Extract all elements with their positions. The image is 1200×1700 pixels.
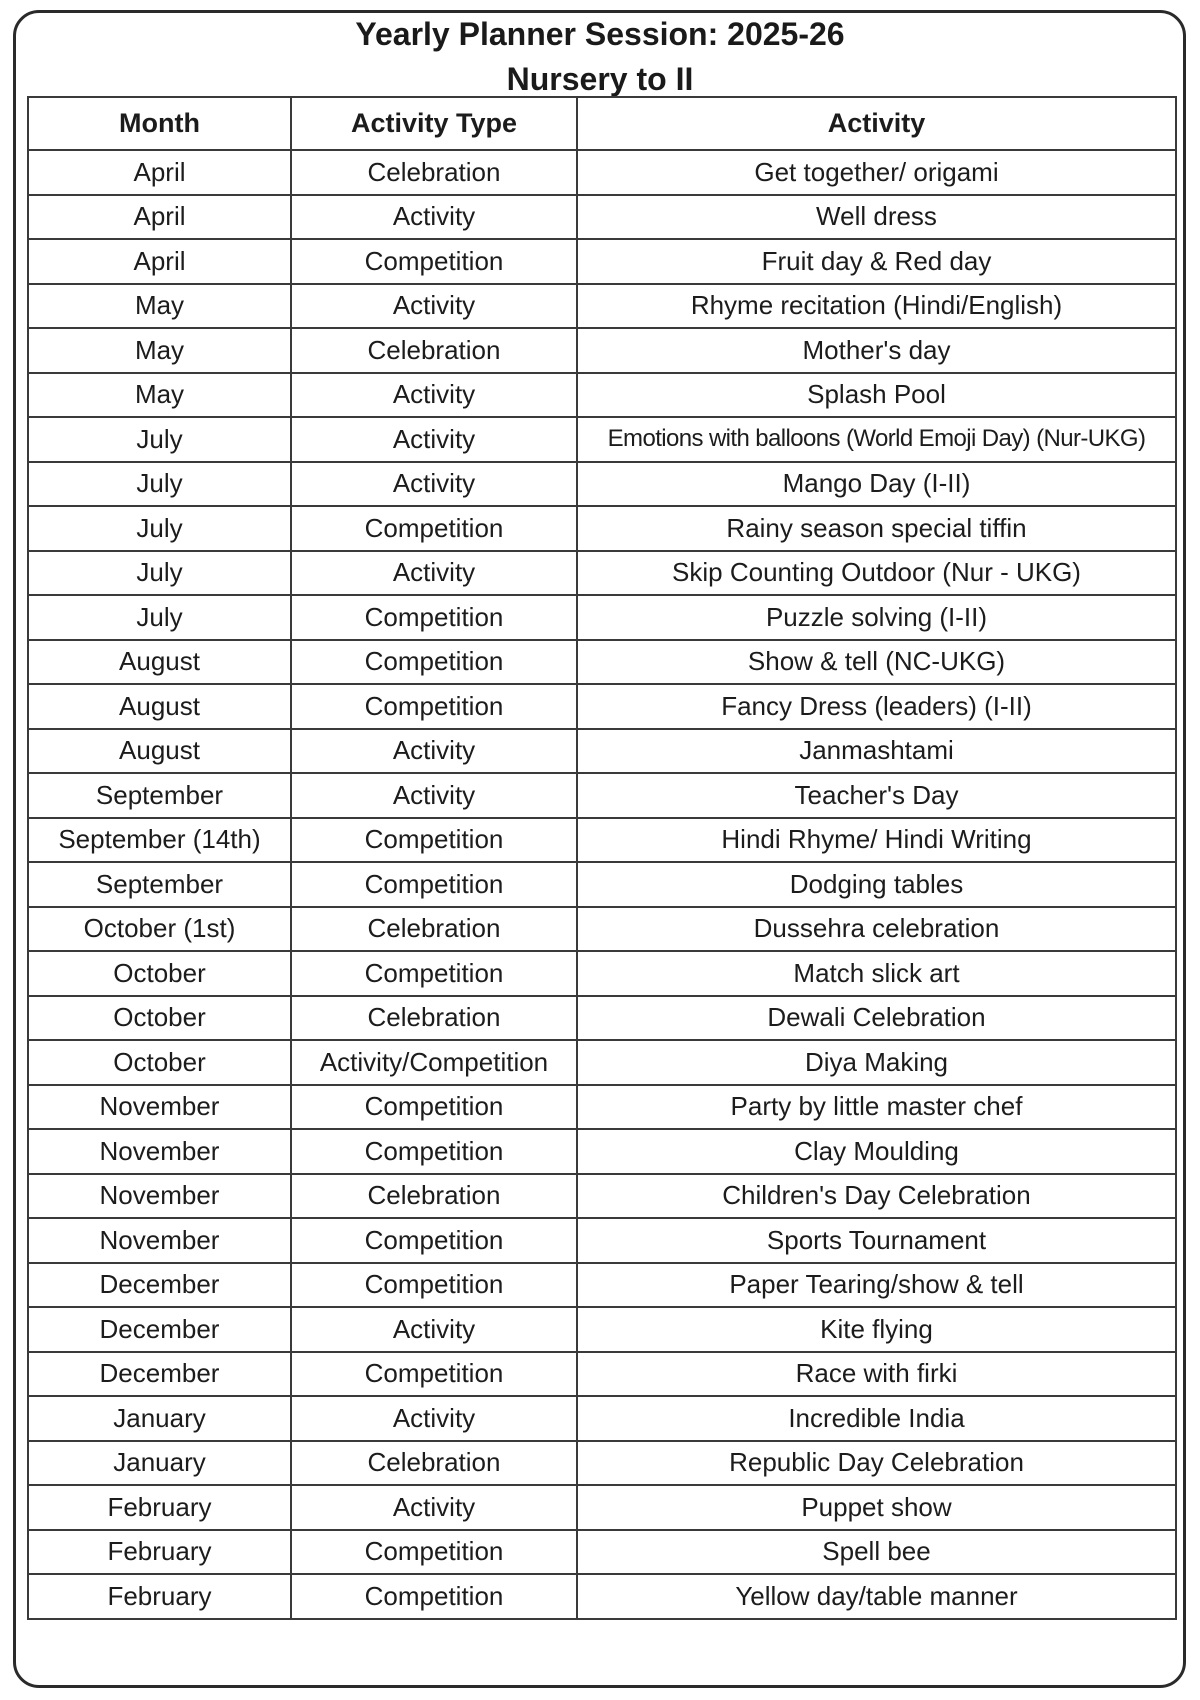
activity-type-cell: Activity: [291, 373, 577, 418]
table-row: [28, 417, 1176, 462]
month-cell: October: [28, 1040, 291, 1085]
activity-cell: Incredible India: [577, 1396, 1176, 1441]
table-row: [28, 1530, 1176, 1575]
activity-cell: Paper Tearing/show & tell: [577, 1263, 1176, 1308]
activity-cell: Clay Moulding: [577, 1129, 1176, 1174]
activity-type-cell: Competition: [291, 951, 577, 996]
table-row: [28, 951, 1176, 996]
activity-type-cell: Activity: [291, 417, 577, 462]
month-cell: November: [28, 1085, 291, 1130]
activity-type-cell: Competition: [291, 506, 577, 551]
month-cell: January: [28, 1396, 291, 1441]
activity-type-cell: Competition: [291, 684, 577, 729]
table-row: [28, 1396, 1176, 1441]
table-row: [28, 1307, 1176, 1352]
table-row: [28, 1174, 1176, 1219]
activity-type-cell: Competition: [291, 1263, 577, 1308]
month-cell: October (1st): [28, 907, 291, 952]
activity-cell: Janmashtami: [577, 729, 1176, 774]
column-header-activity: Activity: [577, 97, 1176, 150]
activity-type-cell: Celebration: [291, 996, 577, 1041]
activity-cell: Dodging tables: [577, 862, 1176, 907]
table-row: [28, 1129, 1176, 1174]
activity-cell: Well dress: [577, 195, 1176, 240]
table-row: [28, 773, 1176, 818]
table-row: [28, 1485, 1176, 1530]
month-cell: September: [28, 773, 291, 818]
activity-cell: Party by little master chef: [577, 1085, 1176, 1130]
activity-type-cell: Celebration: [291, 1174, 577, 1219]
activity-type-cell: Celebration: [291, 907, 577, 952]
month-cell: April: [28, 239, 291, 284]
month-cell: December: [28, 1263, 291, 1308]
activity-type-cell: Competition: [291, 595, 577, 640]
table-row: [28, 996, 1176, 1041]
activity-cell: Teacher's Day: [577, 773, 1176, 818]
header-row: [28, 97, 1176, 150]
month-cell: November: [28, 1174, 291, 1219]
activity-type-cell: Competition: [291, 1352, 577, 1397]
month-cell: November: [28, 1218, 291, 1263]
table-row: [28, 1574, 1176, 1619]
month-cell: May: [28, 284, 291, 329]
activity-type-cell: Activity: [291, 1307, 577, 1352]
table-row: [28, 1263, 1176, 1308]
activity-cell: Match slick art: [577, 951, 1176, 996]
activity-cell: Sports Tournament: [577, 1218, 1176, 1263]
table-row: [28, 684, 1176, 729]
month-cell: February: [28, 1530, 291, 1575]
activity-type-cell: Activity: [291, 1485, 577, 1530]
table-row: [28, 729, 1176, 774]
month-cell: October: [28, 996, 291, 1041]
month-cell: August: [28, 729, 291, 774]
activity-cell: Hindi Rhyme/ Hindi Writing: [577, 818, 1176, 863]
activity-cell: Splash Pool: [577, 373, 1176, 418]
table-body: [28, 150, 1176, 1619]
activity-cell: Skip Counting Outdoor (Nur - UKG): [577, 551, 1176, 596]
month-cell: December: [28, 1352, 291, 1397]
month-cell: May: [28, 328, 291, 373]
activity-type-cell: Competition: [291, 818, 577, 863]
month-cell: September (14th): [28, 818, 291, 863]
title-line-1: Yearly Planner Session: 2025-26: [355, 16, 845, 52]
table-row: [28, 195, 1176, 240]
page-title: [0, 12, 1200, 102]
activity-cell: Dussehra celebration: [577, 907, 1176, 952]
activity-cell: Rhyme recitation (Hindi/English): [577, 284, 1176, 329]
activity-cell: Kite flying: [577, 1307, 1176, 1352]
month-cell: February: [28, 1574, 291, 1619]
activity-cell: Emotions with balloons (World Emoji Day) (Nur-UKG): [577, 417, 1176, 462]
activity-type-cell: Competition: [291, 1530, 577, 1575]
month-cell: January: [28, 1441, 291, 1486]
activity-cell: Republic Day Celebration: [577, 1441, 1176, 1486]
column-header-activity-type: Activity Type: [291, 97, 577, 150]
table-row: [28, 595, 1176, 640]
activity-cell: Rainy season special tiffin: [577, 506, 1176, 551]
activity-type-cell: Activity/Competition: [291, 1040, 577, 1085]
activity-cell: Yellow day/table manner: [577, 1574, 1176, 1619]
activity-cell: Race with firki: [577, 1352, 1176, 1397]
month-cell: July: [28, 462, 291, 507]
activity-type-cell: Competition: [291, 862, 577, 907]
activity-type-cell: Activity: [291, 284, 577, 329]
table-row: [28, 862, 1176, 907]
activity-cell: Mother's day: [577, 328, 1176, 373]
month-cell: July: [28, 595, 291, 640]
activity-type-cell: Competition: [291, 1085, 577, 1130]
table-row: [28, 1441, 1176, 1486]
table-row: [28, 818, 1176, 863]
table-row: [28, 239, 1176, 284]
table-row: [28, 506, 1176, 551]
table-row: [28, 150, 1176, 195]
table-row: [28, 640, 1176, 685]
activity-type-cell: Activity: [291, 729, 577, 774]
activity-cell: Spell bee: [577, 1530, 1176, 1575]
month-cell: May: [28, 373, 291, 418]
month-cell: February: [28, 1485, 291, 1530]
table-row: [28, 1218, 1176, 1263]
month-cell: July: [28, 506, 291, 551]
activity-type-cell: Competition: [291, 640, 577, 685]
activity-cell: Fancy Dress (leaders) (I-II): [577, 684, 1176, 729]
table-row: [28, 328, 1176, 373]
activity-cell: Fruit day & Red day: [577, 239, 1176, 284]
activity-type-cell: Activity: [291, 773, 577, 818]
activity-cell: Diya Making: [577, 1040, 1176, 1085]
activity-cell: Children's Day Celebration: [577, 1174, 1176, 1219]
activity-type-cell: Activity: [291, 1396, 577, 1441]
table-row: [28, 1040, 1176, 1085]
month-cell: December: [28, 1307, 291, 1352]
title-line-2: Nursery to II: [506, 61, 694, 97]
activity-cell: Puppet show: [577, 1485, 1176, 1530]
month-cell: August: [28, 640, 291, 685]
planner-table: [27, 96, 1177, 1620]
month-cell: April: [28, 150, 291, 195]
activity-type-cell: Activity: [291, 195, 577, 240]
month-cell: July: [28, 417, 291, 462]
activity-cell: Dewali Celebration: [577, 996, 1176, 1041]
column-header-month: Month: [28, 97, 291, 150]
activity-type-cell: Competition: [291, 1574, 577, 1619]
month-cell: November: [28, 1129, 291, 1174]
table-row: [28, 551, 1176, 596]
table-row: [28, 373, 1176, 418]
activity-type-cell: Celebration: [291, 1441, 577, 1486]
activity-cell: Puzzle solving (I-II): [577, 595, 1176, 640]
activity-cell: Mango Day (I-II): [577, 462, 1176, 507]
table-row: [28, 284, 1176, 329]
activity-cell: Show & tell (NC-UKG): [577, 640, 1176, 685]
month-cell: August: [28, 684, 291, 729]
month-cell: September: [28, 862, 291, 907]
activity-cell: Get together/ origami: [577, 150, 1176, 195]
activity-type-cell: Activity: [291, 551, 577, 596]
table-row: [28, 462, 1176, 507]
table-row: [28, 907, 1176, 952]
activity-type-cell: Celebration: [291, 328, 577, 373]
activity-type-cell: Competition: [291, 1218, 577, 1263]
month-cell: April: [28, 195, 291, 240]
activity-type-cell: Competition: [291, 1129, 577, 1174]
activity-type-cell: Activity: [291, 462, 577, 507]
activity-type-cell: Celebration: [291, 150, 577, 195]
month-cell: July: [28, 551, 291, 596]
activity-type-cell: Competition: [291, 239, 577, 284]
table-row: [28, 1352, 1176, 1397]
month-cell: October: [28, 951, 291, 996]
table-row: [28, 1085, 1176, 1130]
